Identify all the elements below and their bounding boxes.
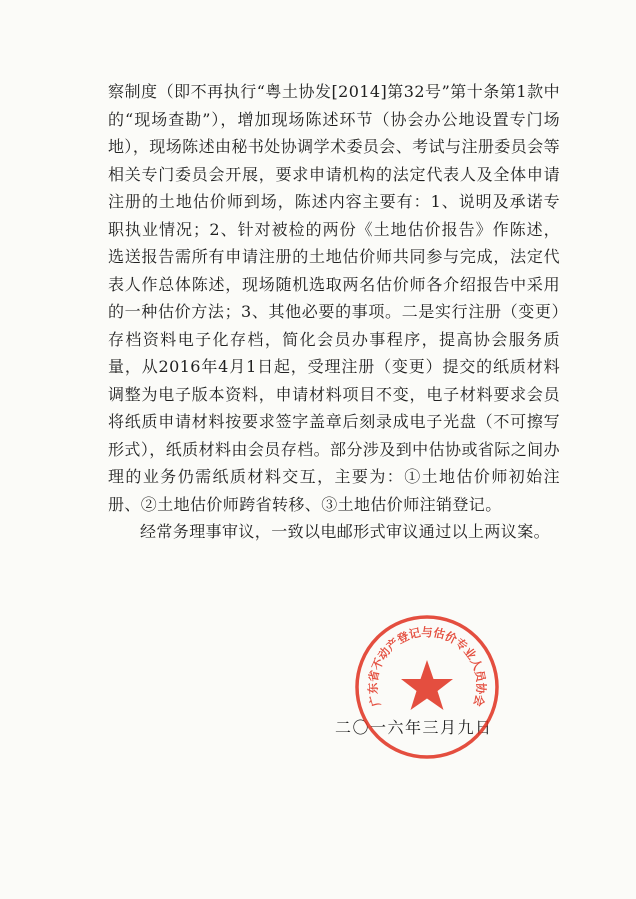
document-body — [108, 78, 560, 546]
document-date: 二〇一六年三月九日 — [335, 718, 493, 737]
body-paragraph-1: 察制度（即不再执行“粤土协发[2014]第32号”第十条第1款中的“现场查勘”），增加现场陈述环节（协会办公地设置专门场地），现场陈述由秘书处协调学术委员会、考试与注册委员会等相关专门委员会开展，要求申请机构的法定代表人及全体申请注册的土地估价师到场，陈述内容主要有：1、说明及承诺专职执业情况；2、针对被检的两份《土地估价报告》作陈述，选送报告需所有申请注册的土地估价师共同参与完成，法定代表人作总体陈述，现场随机选取两名估价师各介绍报告中采用的一种估价方法；3、其他必要的事项。二是实行注册（变更）存档资料电子化存档，简化会员办事程序，提高协会服务质量，从2016年4月1日起，受理注册（变更）提交的纸质材料调整为电子版本资料，申请材料项目不变，电子材料要求会员将纸质申请材料按要求签字盖章后刻录成电子光盘（不可擦写形式），纸质材料由会员存档。部分涉及到中估协或省际之间办理的业务仍需纸质材料交互，主要为：①土地估价师初始注册、②土地估价师跨省转移、③土地估价师注销登记。 — [108, 82, 560, 514]
star-icon — [401, 660, 453, 710]
body-paragraph-2: 经常务理事审议，一致以电邮形式审议通过以上两议案。 — [140, 522, 551, 541]
seal-text: 广东省不动产登记与估价专业人员协会 — [365, 625, 489, 709]
official-seal — [352, 612, 502, 762]
